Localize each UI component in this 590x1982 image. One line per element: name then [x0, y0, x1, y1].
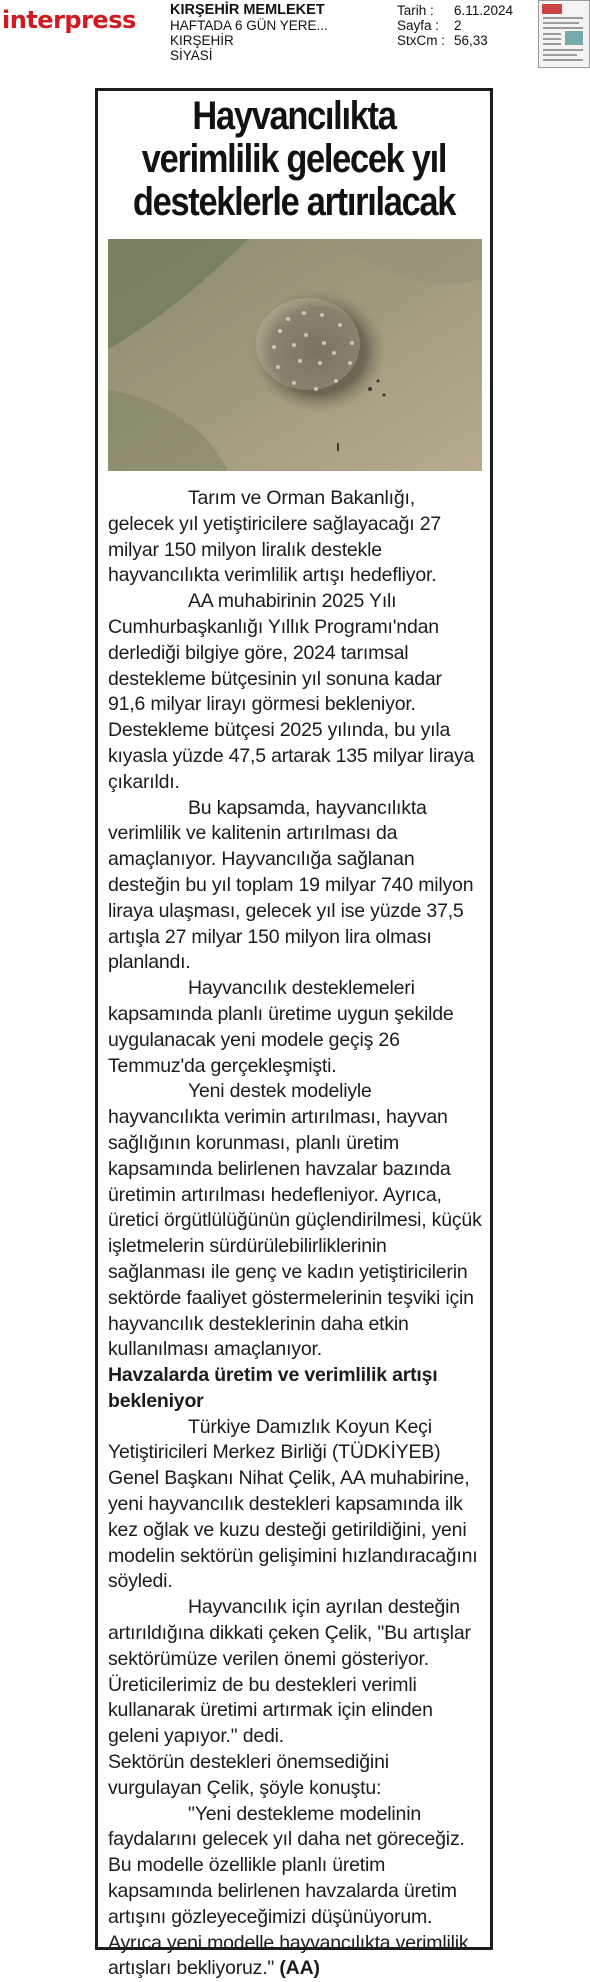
interpress-logo: interpress: [2, 6, 136, 34]
article-paragraph: Türkiye Damızlık Koyun Keçi Yetiştiricileri Merkez Birliği (TÜDKİYEB) Genel Başkanı Nihat Çelik, AA muhabirine, yeni hayvancılık destekleri kapsamında ilk kez oğlak ve kuzu desteği getirildiğini, yeni modelin sektörün gelişimini hızlandıracağını söyledi.: [108, 1415, 478, 1593]
article-paragraph: Hayvancılık için ayrılan desteğin artırıldığına dikkati çeken Çelik, "Bu artışlar sektörümüze verilen önemi gösteriyor. Üreticilerimiz de bu destekleri verimli kullanarak üretimi artırmak için elinden geleni yapıyor." dedi.: [108, 1596, 471, 1748]
article-paragraph: Sektörün destekleri önemsediğini vurgulayan Çelik, şöyle konuştu:: [108, 1751, 389, 1799]
headline-line: verimlilik gelecek yıl: [141, 137, 447, 181]
date-label: Tarih :: [397, 3, 434, 18]
page-label: Sayfa :: [397, 18, 440, 33]
date-value: 6.11.2024: [454, 3, 514, 18]
headline-line: Hayvancılıkta: [192, 94, 396, 138]
article-subheading: Havzalarda üretim ve verimlilik artışı bekleniyor: [108, 1364, 438, 1412]
article-body: [108, 486, 484, 1982]
stxcm-label: StxCm :: [397, 33, 446, 48]
article-paragraph: Bu kapsamda, hayvancılıkta verimlilik ve kalitenin artırılması da amaçlanıyor. Hayvancılığa sağlanan desteğin bu yıl toplam 19 milyar 740 milyon liraya ulaşması, gelecek yıl ise yüzde 37,5 artışla 27 milyar 150 milyon lira olması planlandı.: [108, 796, 474, 974]
clipping-header: [0, 0, 590, 78]
publication-city: KIRŞEHİR: [170, 33, 234, 48]
stxcm-value: 56,33: [454, 33, 488, 48]
page-value: 2: [454, 18, 462, 33]
publication-section: HAFTADA 6 GÜN YERE...: [170, 18, 328, 33]
publication-name: KIRŞEHİR MEMLEKET: [170, 2, 325, 18]
publication-info: [170, 3, 328, 63]
article-quote: [108, 1802, 484, 1982]
article-photo: [108, 239, 482, 471]
article-paragraph: Tarım ve Orman Bakanlığı, gelecek yıl yetiştiricilere sağlayacağı 27 milyar 150 milyon liralık destekle hayvancılıkta verimlilik artışı hedefliyor.: [108, 487, 442, 587]
article-frame: [95, 88, 493, 1980]
article-paragraph: Yeni destek modeliyle hayvancılıkta verimin artırılması, hayvan sağlığının korunması, planlı üretim kapsamında belirlenen havzalar bazında üretimin artırılması hedefleniyor. Ayrıca, üretici örgütlülüğünün güçlendirilmesi, küçük işletmelerin sürdürülebilirliklerinin sağlanması ile genç ve kadın yetiştiricilerin sektörde faaliyet göstermelerinin teşviki için hayvancılık desteklerinin daha etkin kullanılması amaçlanıyor.: [108, 1080, 482, 1361]
clipping-meta: [397, 3, 513, 48]
article-headline: [125, 95, 462, 224]
article-paragraph: Hayvancılık desteklemeleri kapsamında planlı üretime uygun şekilde uygulanacak yeni modele geçiş 26 Temmuz'da gerçekleşmişti.: [108, 977, 454, 1077]
article-paragraph: AA muhabirinin 2025 Yılı Cumhurbaşkanlığı Yıllık Programı'ndan derlediği bilgiye göre, 2024 tarımsal destekleme bütçesinin yıl sonuna kadar 91,6 milyar lirayı görmesi bekleniyor. Destekleme bütçesi 2025 yılında, bu yıla kıyasla yüzde 47,5 artarak 135 milyar liraya çıkarıldı.: [108, 590, 475, 793]
source-credit: (AA): [279, 1957, 320, 1980]
headline-line: desteklerle artırılacak: [132, 180, 456, 224]
publication-category: SİYASİ: [170, 48, 213, 63]
quote-text: "Yeni destekleme modelinin faydalarını gelecek yıl daha net göreceğiz. Bu modelle özellikle planlı üretim kapsamında belirlenen havzalarda üretim artışını gözleyeceğimizi düşünüyorum. Ayrıca yeni modelle hayvancılıkta verimlilik artışları bekliyoruz.": [108, 1802, 469, 1980]
page-thumbnail[interactable]: [538, 0, 590, 68]
